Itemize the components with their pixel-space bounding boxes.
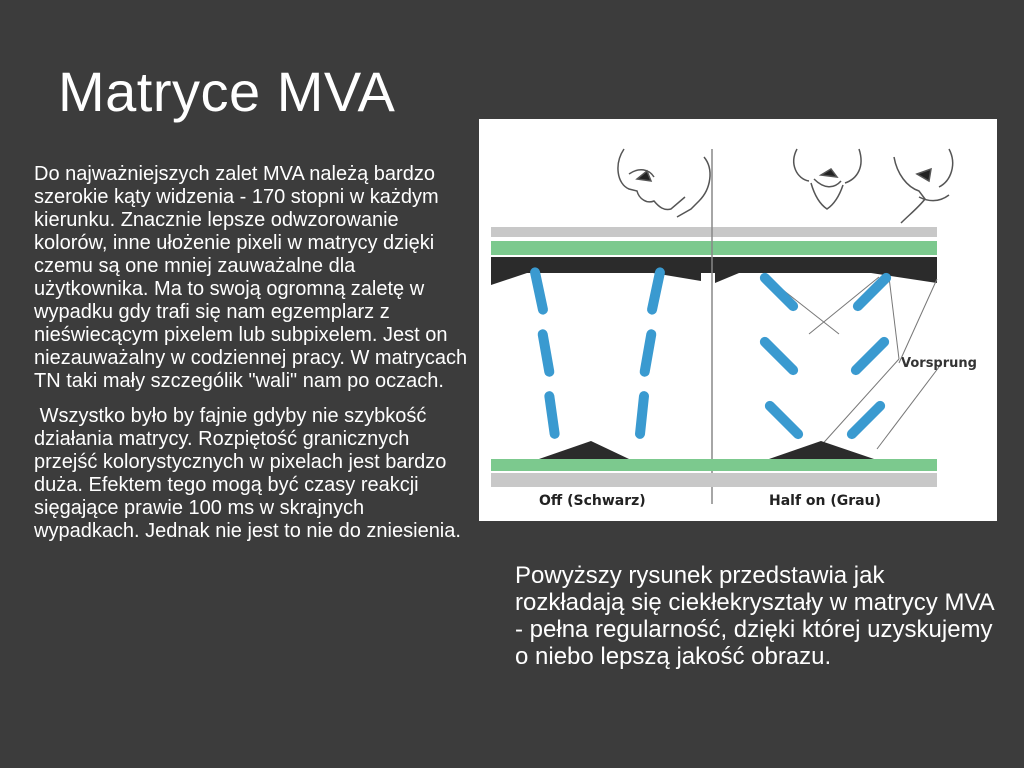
top-protrusion-layer — [491, 257, 937, 273]
label-off: Off (Schwarz) — [539, 493, 646, 509]
figure-caption: Powyższy rysunek przedstawia jak rozkładają się ciekłekryształy w matrycy MVA - pełna regularność, dzięki której uzyskujemy o niebo lepszą jakość obrazu. — [515, 562, 994, 670]
bottom-glass-layer — [491, 473, 937, 487]
bottom-electrode-layer — [491, 459, 937, 471]
paragraph-advantages: Do najważniejszych zalet MVA należą bardzo szerokie kąty widzenia - 170 stopni w każdym kierunku. Znacznie lepsze odwzorowanie kolorów, inne ułożenie pixeli w matrycy dzięki czemu są one mniej zauważalne dla użytkownika. Ma to swoją ogromną zaletę w wypadku gdy trafi się nam egzemplarz z nieświecącym pixelem lub subpixelem. Jest on niezauważalny w codziennej pracy. W matrycach TN taki mały szczególik "wali" nam po oczach. — [34, 163, 468, 392]
paragraph-disadvantages: Wszystko było by fajnie gdyby nie szybkość działania matrycy. Rozpiętość granicznych przejść kolorystycznych w pixelach jest bardzo duża. Efektem tego mogą być czasy reakcji sięgające prawie 100 ms w skrajnych wypadkach. Jednak nie jest to nie do zniesienia. — [34, 405, 461, 542]
label-half-on: Half on (Grau) — [769, 493, 881, 509]
top-glass-layer — [491, 227, 937, 237]
mva-diagram-figure — [479, 119, 997, 521]
mva-diagram — [479, 119, 997, 521]
slide-title: Matryce MVA — [58, 60, 396, 123]
label-vorsprung: Vorsprung — [901, 356, 977, 371]
body-text — [34, 163, 474, 555]
top-electrode-layer — [491, 241, 937, 255]
